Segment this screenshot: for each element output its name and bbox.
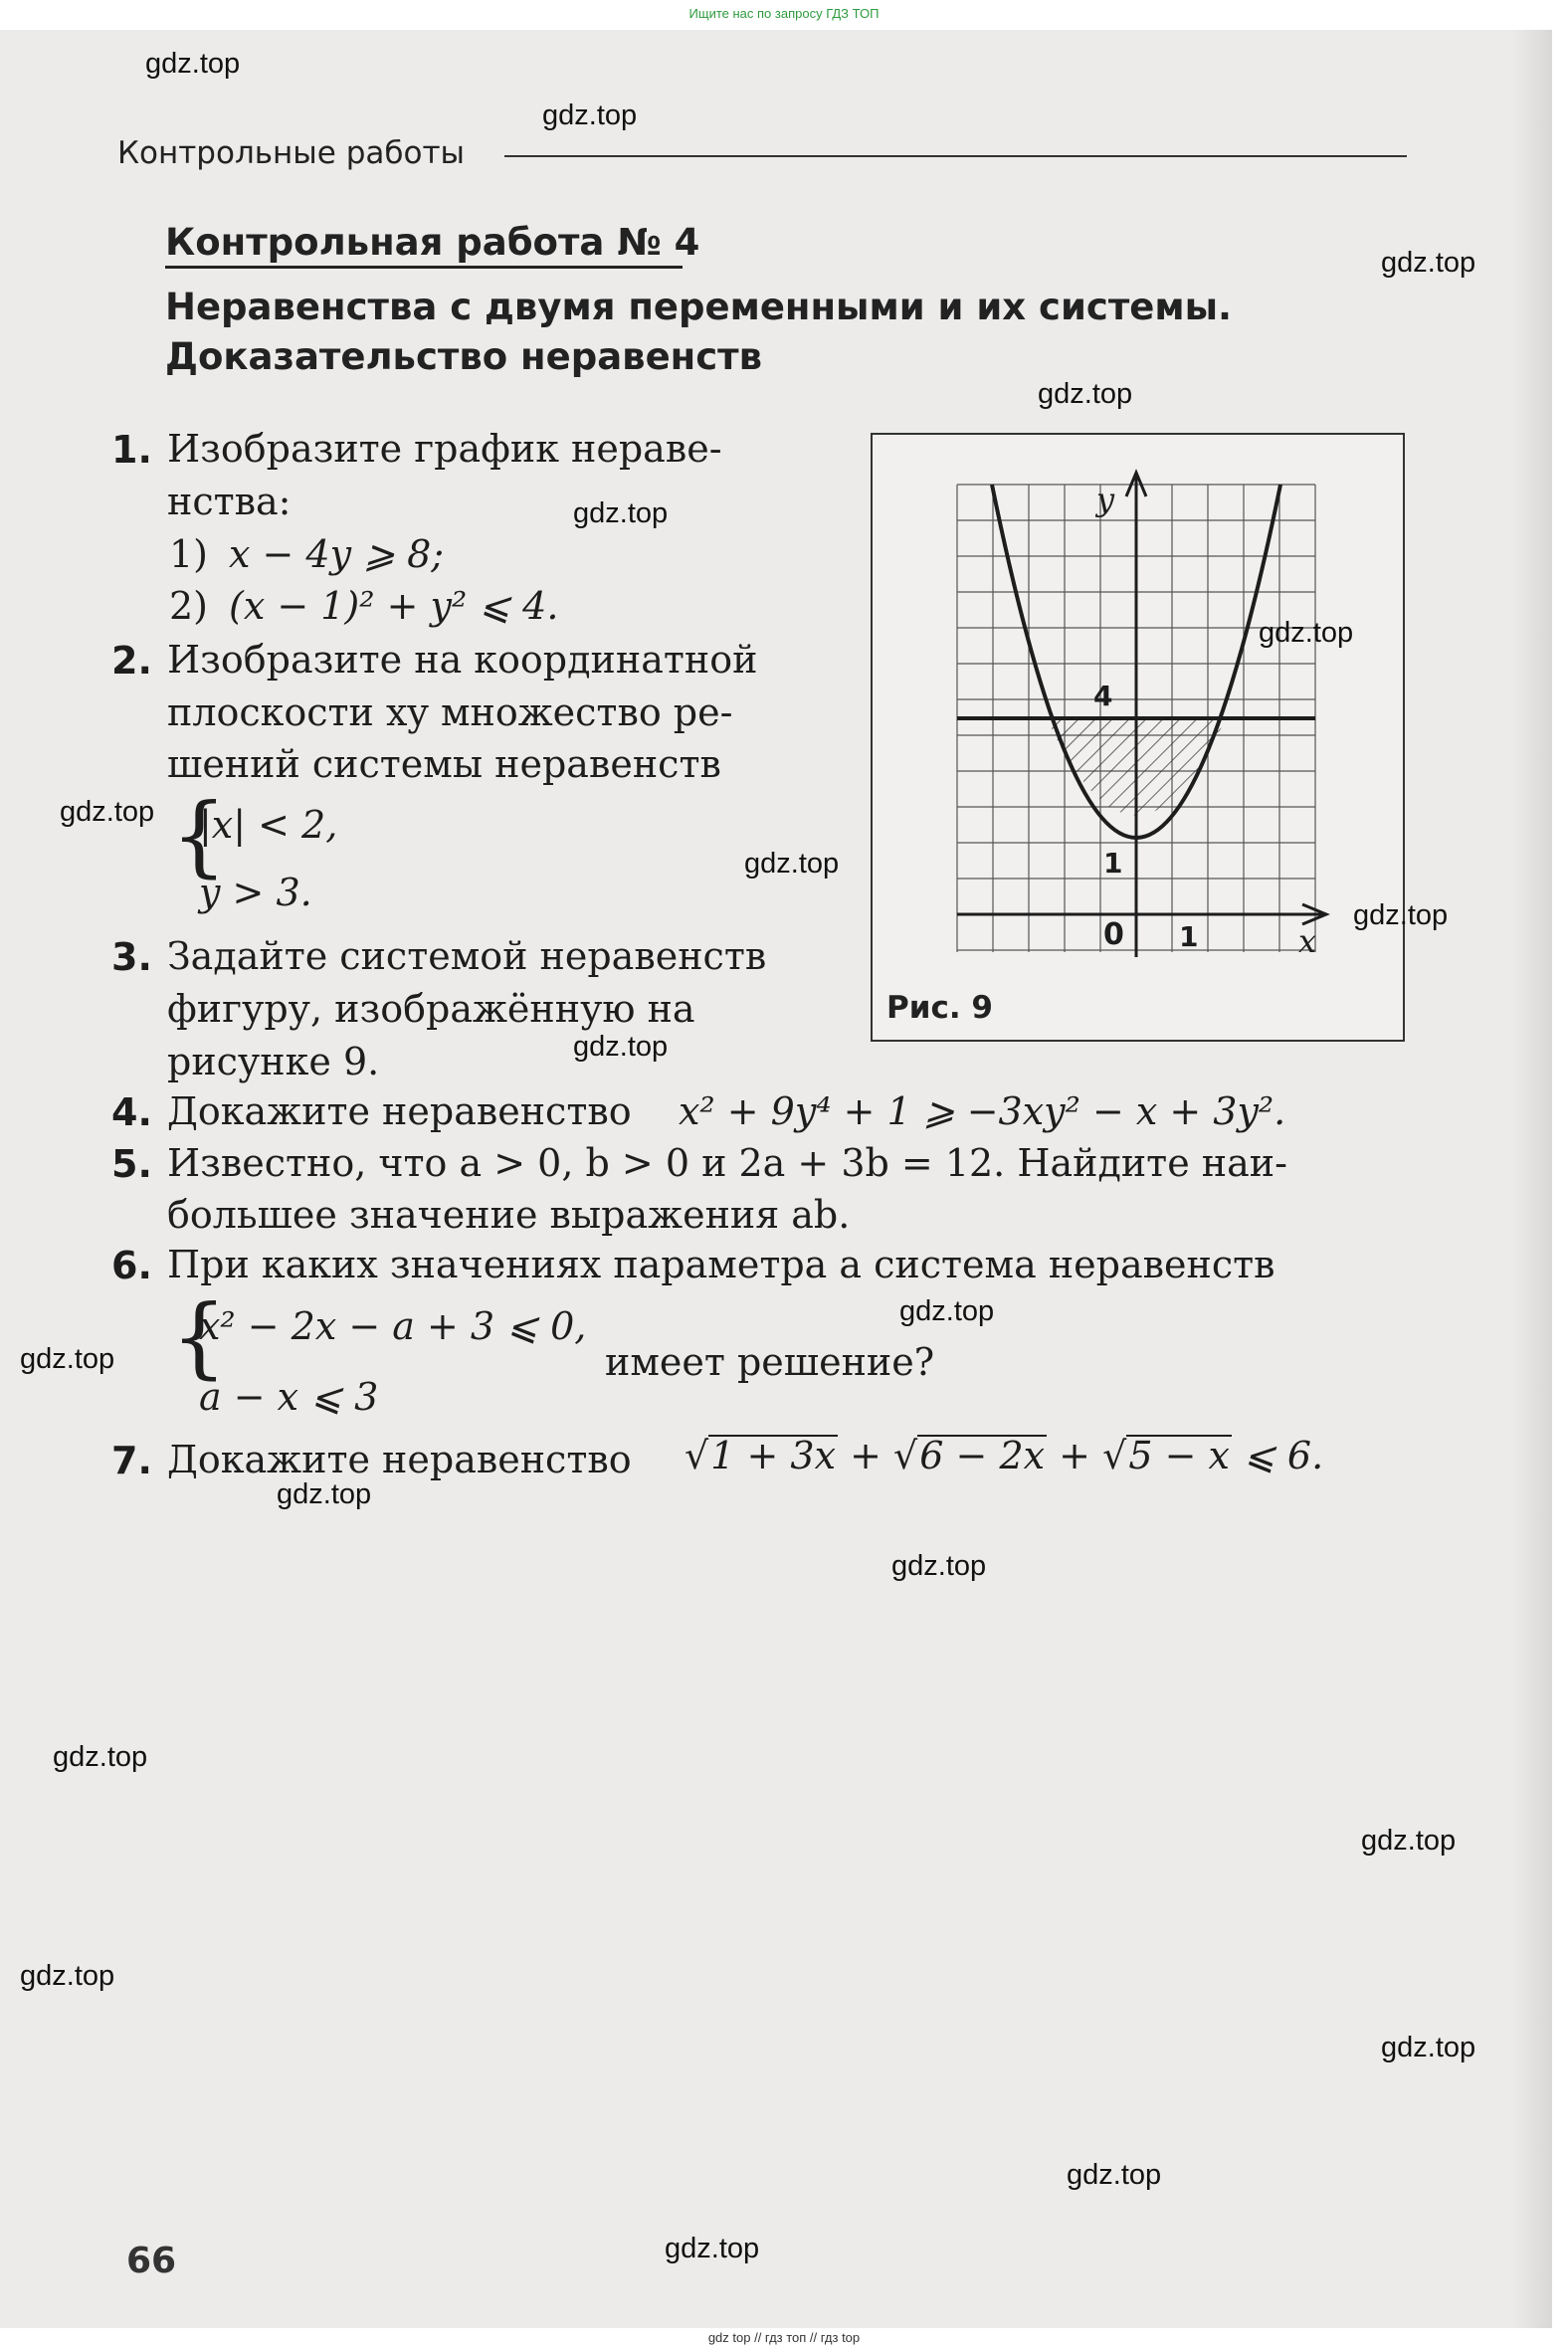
- problem-7-text: Докажите неравенство: [167, 1438, 632, 1481]
- watermark: gdz.top: [60, 796, 155, 828]
- page-number: 66: [126, 2241, 177, 2281]
- problem-3-line3: рисунке 9.: [167, 1040, 380, 1083]
- running-head-rule: [504, 155, 1407, 157]
- problem-3-line1: Задайте системой неравенств: [167, 934, 767, 978]
- problem-1-line1: Изобразите график нераве-: [167, 427, 722, 471]
- test-subtitle-line1: Неравенства с двумя переменными и их системы.: [165, 286, 1233, 328]
- problem-1-sub1-number: 1): [169, 532, 209, 576]
- problem-6-tail: имеет решение?: [605, 1340, 935, 1384]
- problem-2-system-line1: |x| < 2,: [199, 803, 338, 847]
- sqrt-sign-2: √: [893, 1434, 918, 1477]
- problem-2-system-line2: y > 3.: [199, 871, 312, 914]
- problem-5-number: 5.: [111, 1142, 152, 1186]
- problem-1-sub1-expr: x − 4y ⩾ 8;: [229, 532, 445, 576]
- problem-6-number: 6.: [111, 1244, 152, 1287]
- problem-1-number: 1.: [111, 428, 152, 472]
- tick-label-1: 1: [1103, 847, 1123, 880]
- watermark: gdz.top: [573, 497, 669, 529]
- problem-7-number: 7.: [111, 1439, 152, 1482]
- watermark: gdz.top: [1259, 617, 1354, 649]
- plus-sign-2: +: [1059, 1434, 1090, 1477]
- problem-2-line3: шений системы неравенств: [167, 742, 721, 786]
- running-head: Контрольные работы: [117, 135, 465, 171]
- watermark: gdz.top: [1361, 1825, 1457, 1857]
- problem-2-brace: {: [171, 784, 227, 886]
- figure-caption: Рис. 9: [886, 990, 993, 1026]
- watermark: gdz.top: [542, 99, 638, 131]
- top-banner[interactable]: Ищите нас по запросу ГДЗ ТОП: [688, 6, 880, 21]
- watermark: gdz.top: [20, 1343, 115, 1375]
- x-axis-label: x: [1298, 922, 1317, 960]
- watermark: gdz.top: [665, 2233, 760, 2264]
- watermark: gdz.top: [1381, 247, 1476, 279]
- problem-4-expr: x² + 9y⁴ + 1 ⩾ −3xy² − x + 3y².: [679, 1089, 1286, 1133]
- radicand-2: 6 − 2x: [919, 1434, 1046, 1477]
- origin-label: 0: [1103, 917, 1124, 952]
- problem-5-line2: большее значение выражения ab.: [167, 1193, 851, 1237]
- radicand-3: 5 − x: [1128, 1434, 1230, 1477]
- problem-7-tail: ⩽ 6.: [1244, 1434, 1324, 1477]
- figure-9: [871, 433, 1405, 1042]
- problem-4-text: Докажите неравенство: [167, 1089, 632, 1133]
- problem-1-sub2-number: 2): [169, 584, 209, 628]
- watermark: gdz.top: [20, 1960, 115, 1992]
- figure-9-graph: [873, 435, 1403, 992]
- page-edge-shadow: [1512, 30, 1552, 2328]
- watermark: gdz.top: [53, 1741, 148, 1773]
- plus-sign-1: +: [850, 1434, 882, 1477]
- problem-2-number: 2.: [111, 639, 152, 683]
- y-axis-label: y: [1096, 481, 1115, 518]
- problem-6-brace: {: [171, 1285, 227, 1388]
- radicand-1: 1 + 3x: [710, 1434, 837, 1477]
- title-underline: [165, 266, 683, 269]
- problem-4-number: 4.: [111, 1090, 152, 1134]
- problem-5-line1: Известно, что a > 0, b > 0 и 2a + 3b = 12. Найдите наи-: [167, 1141, 1287, 1185]
- watermark: gdz.top: [145, 48, 241, 80]
- sqrt-sign-3: √: [1102, 1434, 1127, 1477]
- problem-1-sub2-expr: (x − 1)² + y² ⩽ 4.: [229, 584, 559, 628]
- watermark: gdz.top: [1381, 2032, 1476, 2063]
- test-subtitle-line2: Доказательство неравенств: [165, 335, 763, 378]
- watermark: gdz.top: [1067, 2159, 1162, 2191]
- problem-1-line2: нства:: [167, 480, 292, 523]
- problem-3-line2: фигуру, изображённую на: [167, 987, 695, 1031]
- problem-6-system-line1: x² − 2x − a + 3 ⩽ 0,: [199, 1304, 587, 1348]
- test-title: Контрольная работа № 4: [165, 221, 700, 264]
- problem-6-line1: При каких значениях параметра a система неравенств: [167, 1243, 1275, 1286]
- tick-label-4: 4: [1093, 680, 1113, 712]
- watermark: gdz.top: [744, 848, 840, 880]
- tick-label-x1: 1: [1179, 920, 1199, 953]
- bottom-banner[interactable]: gdz top // гдз топ // гдз top: [707, 2330, 861, 2345]
- watermark: gdz.top: [899, 1295, 995, 1327]
- watermark: gdz.top: [891, 1550, 987, 1582]
- watermark: gdz.top: [1038, 378, 1133, 410]
- problem-6-system-line2: a − x ⩽ 3: [199, 1375, 379, 1419]
- watermark: gdz.top: [573, 1031, 669, 1063]
- watermark: gdz.top: [1353, 899, 1449, 931]
- problem-2-line1: Изобразите на координатной: [167, 638, 758, 682]
- problem-2-line2: плоскости xy множество ре-: [167, 690, 733, 734]
- sqrt-sign-1: √: [685, 1434, 709, 1477]
- problem-3-number: 3.: [111, 935, 152, 979]
- problem-7-expr: [685, 1434, 1324, 1477]
- watermark: gdz.top: [277, 1478, 372, 1510]
